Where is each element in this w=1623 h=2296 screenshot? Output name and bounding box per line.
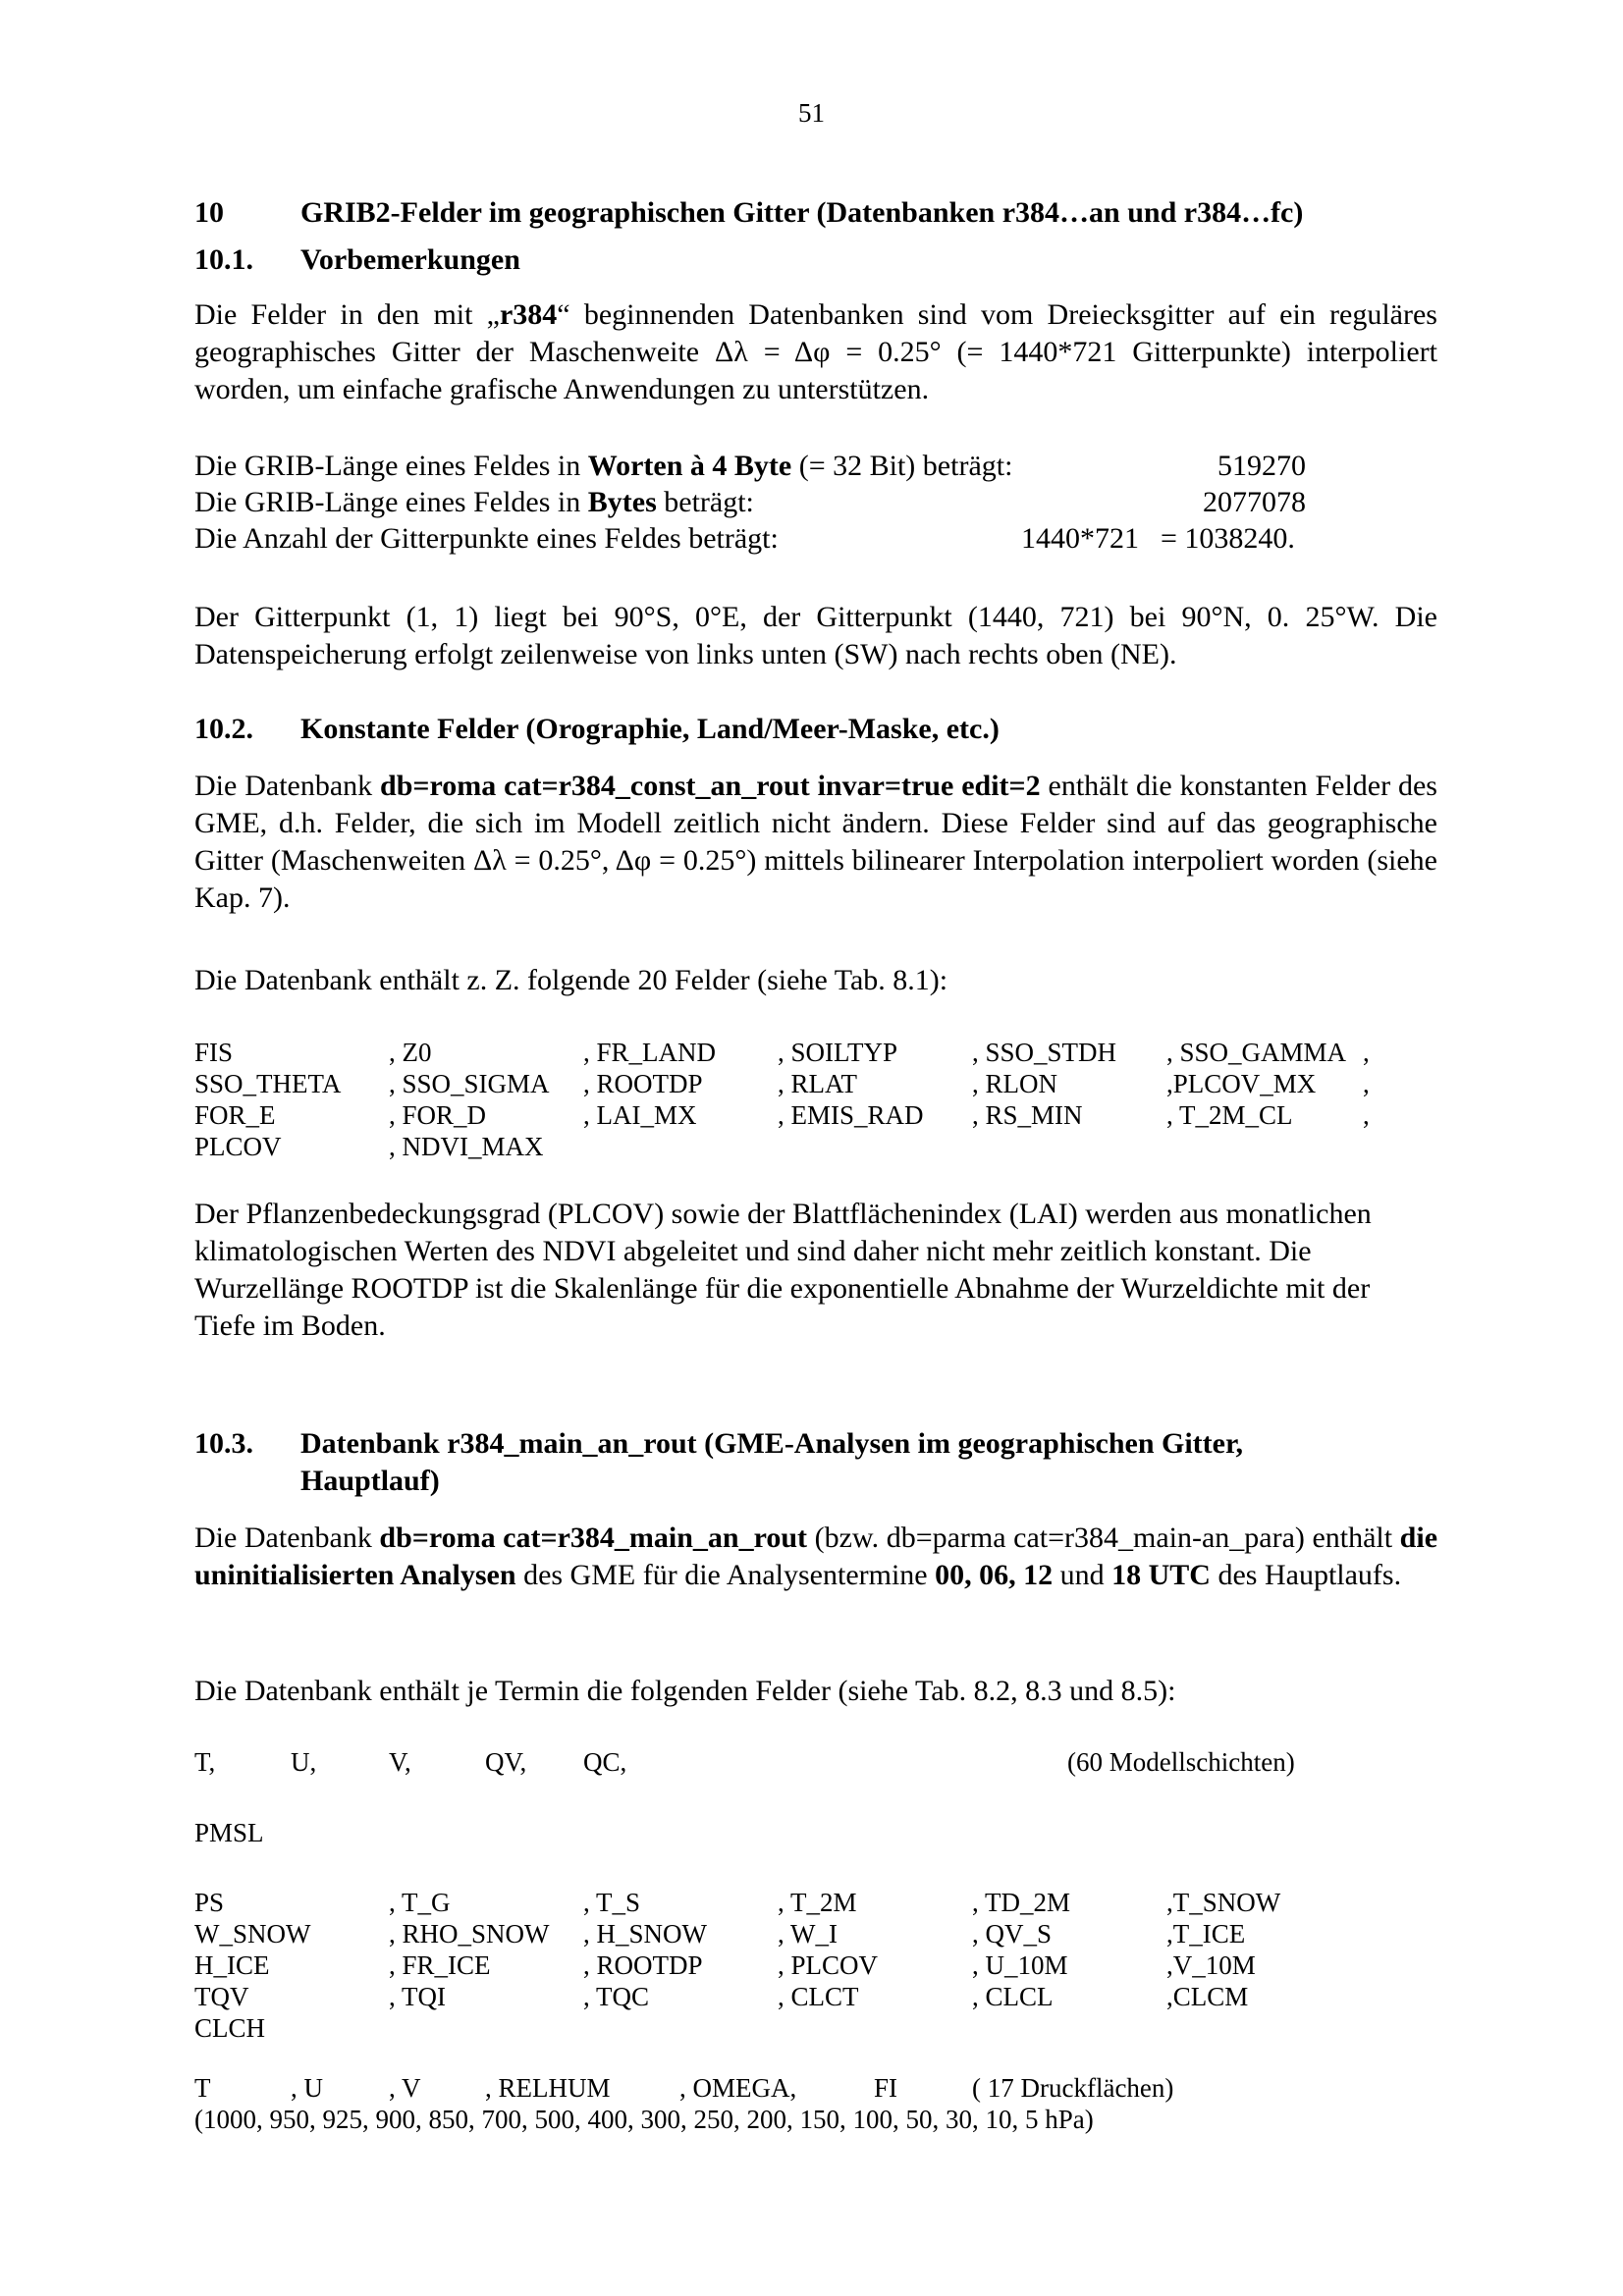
field-name: , RLAT (778, 1069, 857, 1098)
field-name: ,T_ICE (1166, 1919, 1246, 1949)
section-number: 10.2. (194, 713, 253, 745)
field-row (194, 1131, 1382, 1162)
field-name: , SSO_STDH (972, 1038, 1117, 1067)
field-row (194, 2012, 1363, 2044)
field-name: FI (874, 2073, 898, 2103)
model-level-fields (194, 1747, 1295, 1778)
section-title: Vorbemerkungen (300, 243, 520, 276)
text: enthält die konstanten Felder des GME, d.h. Felder, die sich im Modell zeitlich nicht ändern. Diese Felder sind auf das geographische Gitter (Maschenweiten Δλ = 0.25°, Δφ = 0.25°) mittels bilinearer Interpolation interpoliert worden (siehe Kap. 7). (194, 770, 1437, 914)
field-name: , RLON (972, 1069, 1057, 1098)
field-name: , U (291, 2073, 323, 2103)
section-number: 10.1. (194, 243, 253, 276)
field-name: T (194, 2073, 211, 2103)
field-name: , RHO_SNOW (389, 1919, 550, 1949)
field-name: , RS_MIN (972, 1100, 1083, 1130)
field-name: ,PLCOV_MX (1166, 1069, 1317, 1098)
const-db-paragraph (194, 768, 1437, 917)
field-row (194, 1068, 1382, 1099)
section-10-1-heading (194, 241, 520, 279)
field-sep: , (1363, 1038, 1370, 1067)
field-row (194, 1918, 1363, 1949)
field-name: , QV_S (972, 1919, 1053, 1949)
field-name: , T_2M (778, 1888, 857, 1917)
field-name: CLCH (194, 2013, 266, 2043)
line-label: Die GRIB-Länge eines Feldes in Bytes beträgt: (194, 486, 754, 518)
field-name: , ROOTDP (583, 1950, 703, 1980)
field-name: TQV (194, 1982, 249, 2011)
field-name: ,V_10M (1166, 1950, 1256, 1980)
bold-text: r384 (499, 298, 558, 331)
section-10-heading (194, 194, 1303, 232)
line-label: Die GRIB-Länge eines Feldes in Worten à 4 Byte (= 32 Bit) beträgt: (194, 450, 1013, 482)
field-name: , T_G (389, 1888, 451, 1917)
field-name: , RELHUM (485, 2073, 611, 2103)
text: “ beginnenden Datenbanken sind vom Dreiecksgitter auf ein reguläres geographisches Gitter der Maschenweite Δλ = Δφ = 0.25° (= 1440*721 Gitterpunkte) interpoliert worden, um einfache grafische Anwendungen zu unterstützen. (194, 298, 1437, 405)
field-name: , FR_ICE (389, 1950, 491, 1980)
field-name: W_SNOW (194, 1919, 311, 1949)
field-name: SSO_THETA (194, 1069, 342, 1098)
field-name: , TQC (583, 1982, 650, 2011)
line-value: 519270 (1217, 450, 1306, 482)
field-name: FIS (194, 1038, 234, 1067)
grid-points-line (194, 522, 1337, 556)
field-name: , CLCT (778, 1982, 859, 2011)
field-name: FOR_E (194, 1100, 276, 1130)
field-name: , TD_2M (972, 1888, 1071, 1917)
field-name: , U_10M (972, 1950, 1068, 1980)
field-count-paragraph: Die Datenbank enthält z. Z. folgende 20 Felder (siehe Tab. 8.1): (194, 964, 948, 996)
field-row (194, 1949, 1363, 1981)
field-name: PS (194, 1888, 225, 1917)
field-name: , OMEGA, (679, 2073, 797, 2103)
section-10-2-heading (194, 711, 1000, 748)
field-name: U, (291, 1747, 317, 1777)
pmsl-field: PMSL (194, 1818, 264, 1847)
field-name: , H_SNOW (583, 1919, 707, 1949)
line-result: = 1038240. (1161, 522, 1295, 555)
field-name: ,T_SNOW (1166, 1888, 1281, 1917)
field-name: , W_I (778, 1919, 838, 1949)
grib-length-words-line (194, 450, 1306, 483)
section-title: Datenbank r384_main_an_rout (GME-Analysen im geographischen Gitter, Hauptlauf) (300, 1427, 1244, 1497)
field-row (194, 1037, 1382, 1068)
field-row (194, 1887, 1363, 1918)
grib-length-bytes-line (194, 486, 1306, 519)
field-name: , FOR_D (389, 1100, 487, 1130)
field-name: , V (389, 2073, 421, 2103)
field-name: , T_2M_CL (1166, 1100, 1293, 1130)
text: Die Datenbank (194, 770, 381, 802)
section-number: 10.3. (194, 1427, 253, 1460)
field-sep: , (1363, 1100, 1370, 1130)
field-name: , SSO_GAMMA (1166, 1038, 1347, 1067)
text: Die Felder in den mit „ (194, 298, 500, 331)
field-name: , ROOTDP (583, 1069, 703, 1098)
field-row (194, 1981, 1363, 2012)
field-name: ,CLCM (1166, 1982, 1249, 2011)
page-number: 51 (798, 98, 825, 128)
pressure-level-fields (194, 2073, 1173, 2104)
section-title: GRIB2-Felder im geographischen Gitter (Datenbanken r384…an und r384…fc) (300, 196, 1304, 229)
line-value: 1440*721 (1021, 522, 1139, 555)
field-name: QC, (583, 1747, 627, 1777)
field-name: , NDVI_MAX (389, 1132, 544, 1161)
field-name: PLCOV (194, 1132, 282, 1161)
line-value: 2077078 (1203, 486, 1306, 518)
model-layers-note: (60 Modellschichten) (1067, 1747, 1295, 1777)
section-title: Konstante Felder (Orographie, Land/Meer-Maske, etc.) (300, 713, 1000, 745)
bold-text: db=roma cat=r384_const_an_rout invar=true edit=2 (380, 770, 1041, 802)
field-row (194, 1099, 1382, 1131)
field-name: , SSO_SIGMA (389, 1069, 550, 1098)
field-name: V, (389, 1747, 411, 1777)
grid-point-paragraph: Der Gitterpunkt (1, 1) liegt bei 90°S, 0°E, der Gitterpunkt (1440, 721) bei 90°N, 0. 25°W. Die Datenspeicherung erfolgt zeilenweise von links unten (SW) nach rechts oben (NE). (194, 601, 1437, 670)
field-name: , FR_LAND (583, 1038, 717, 1067)
section-number: 10 (194, 196, 224, 229)
field-name: , PLCOV (778, 1950, 879, 1980)
field-name: , TQI (389, 1982, 446, 2011)
field-name: , SOILTYP (778, 1038, 898, 1067)
pressure-levels-note: ( 17 Druckflächen) (972, 2073, 1174, 2103)
constant-fields-list (194, 1037, 1382, 1162)
main-an-paragraph: Die Datenbank db=roma cat=r384_main_an_rout (bzw. db=parma cat=r384_main-an_para) enthält die uninitialisierten Analysen des GME für die Analysentermine 00, 06, 12 und 18 UTC des Hauptlaufs. (194, 1522, 1438, 1591)
field-name: T, (194, 1747, 216, 1777)
plcov-paragraph: Der Pflanzenbedeckungsgrad (PLCOV) sowie der Blattflächenindex (LAI) werden aus monatlichen klimatologischen Werten des NDVI abgeleitet und sind daher nicht mehr zeitlich konstant. Die Wurzellänge ROOTDP ist die Skalenlänge für die exponentielle Abnahme der Wurzeldichte mit der Tiefe im Boden. (194, 1198, 1372, 1342)
intro-paragraph (194, 296, 1437, 408)
field-sep: , (1363, 1069, 1370, 1098)
field-name: , Z0 (389, 1038, 432, 1067)
line-label: Die Anzahl der Gitterpunkte eines Feldes beträgt: (194, 522, 779, 555)
field-name: , T_S (583, 1888, 641, 1917)
field-name: , CLCL (972, 1982, 1054, 2011)
field-name: H_ICE (194, 1950, 270, 1980)
surface-fields-list (194, 1887, 1363, 2044)
pressure-levels-list: (1000, 950, 925, 900, 850, 700, 500, 400, 300, 250, 200, 150, 100, 50, 30, 10, 5 hPa) (194, 2105, 1094, 2134)
field-name: QV, (485, 1747, 527, 1777)
section-10-3-heading (194, 1425, 1361, 1500)
field-name: , LAI_MX (583, 1100, 697, 1130)
field-name: , EMIS_RAD (778, 1100, 924, 1130)
fields-per-term-paragraph: Die Datenbank enthält je Termin die folgenden Felder (siehe Tab. 8.2, 8.3 und 8.5): (194, 1675, 1176, 1707)
